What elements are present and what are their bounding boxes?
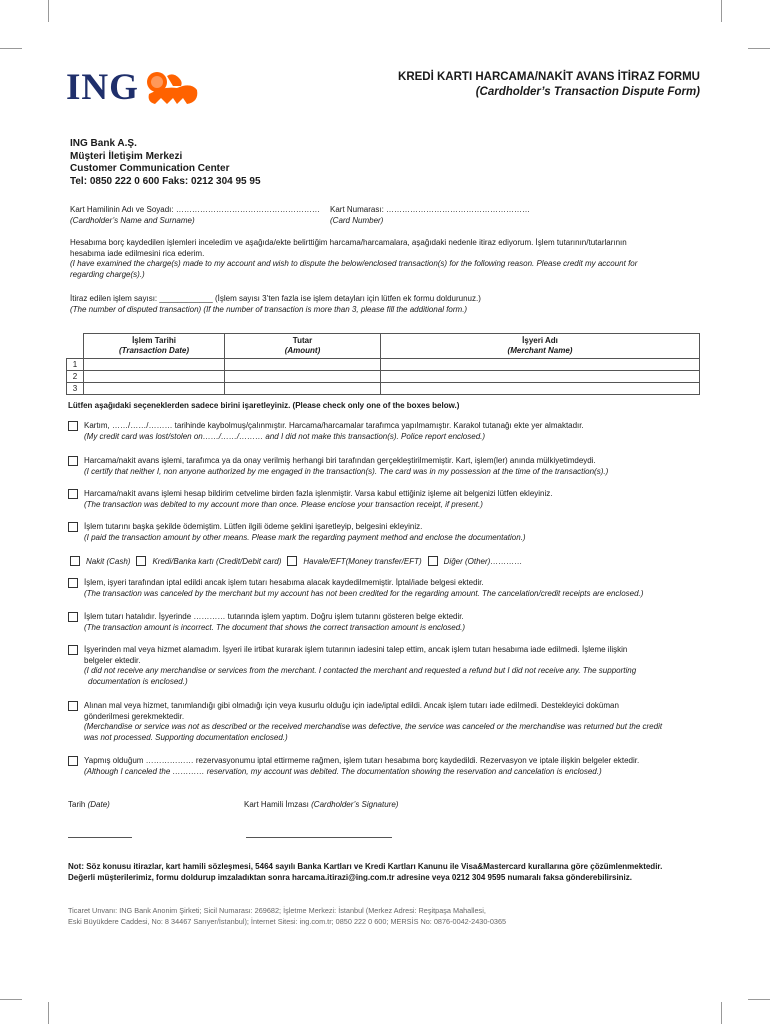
intro-en-1: (I have examined the charge(s) made to my account and wish to dispute the below/enclosed transaction(s) for the following reason. Please credit my account for: [70, 259, 638, 268]
table-row: [67, 359, 700, 371]
merchant-cell[interactable]: [381, 383, 700, 395]
option-not-received[interactable]: İşyerinden mal veya hizmet alamadım. İşyeri ile irtibat kurarak işlem tutarının iadesini talep ettim, ancak işlem tutarı hesabıma iade edilmedi. İşleme ilişkin belgeler ektedir. (I did not receive any merchandise or services from the merchant. I contacted the merchant and requested a refund but I did not receive any. The supporting documentation is enclosed.): [68, 645, 708, 658]
card-number-field[interactable]: [330, 205, 530, 226]
header-amount: Tutar (Amount): [225, 334, 381, 359]
option-not-authorized[interactable]: Harcama/nakit avans işlemi, tarafımca ya da onay verilmiş herhangi biri tarafından gerçekleştirilmemiştir. Kart, işlem(ler) anında mülkiyetimdeydi. (I certify that neither I, non anyone authorized by me engaged in the transaction(s). The card was in my possession at the time of the transaction(s).): [68, 456, 708, 469]
payment-cash[interactable]: Nakit (Cash): [70, 556, 130, 566]
option-reservation-canceled[interactable]: Yapmış olduğum ……………… rezervasyonumu iptal ettirmeme rağmen, işlem tutarı hesabıma borç kaydedildi. Rezervasyon ve iptale ilişkin belgeler ektedir. (Although I canceled the ………… reservation, my account was debited. The documentation showing the reservation and cancelation is enclosed.): [68, 756, 708, 769]
table-row: [67, 383, 700, 395]
crop-mark: [0, 999, 22, 1000]
option-debited-twice[interactable]: Harcama/nakit avans işlemi hesap bildirim cetvelime birden fazla işlenmiştir. Varsa kabul ettiğiniz işleme ait belgenizi lütfen ekleyiniz. (The transaction was debited to my account more than once. Please enclose your transaction receipt, if present.): [68, 489, 708, 502]
checkbox[interactable]: [287, 556, 297, 566]
bank-dept-tr: Müşteri İletişim Merkezi: [70, 150, 183, 162]
table-header-row: [67, 334, 700, 359]
payment-other[interactable]: Diğer (Other)…………: [428, 556, 523, 566]
checkbox[interactable]: [68, 612, 78, 622]
intro-tr-1: Hesabıma borç kaydedilen işlemleri inceledim ve aşağıda/ekte belirttiğim harcama/harcamalara, aşağıdaki nedenle itiraz ediyorum. İşlem tutarının/tutarlarının: [70, 238, 627, 247]
bank-dept-en: Customer Communication Center: [70, 163, 230, 174]
payment-methods: [70, 556, 522, 566]
crop-mark: [748, 48, 770, 49]
header-transaction-date: İşlem Tarihi (Transaction Date): [84, 334, 225, 359]
merchant-cell[interactable]: [381, 359, 700, 371]
checkbox[interactable]: [68, 578, 78, 588]
checkbox[interactable]: [68, 421, 78, 431]
bank-info: [70, 138, 261, 188]
amount-cell[interactable]: [225, 383, 381, 395]
option-lost-stolen[interactable]: Kartım, ……/……/……… tarihinde kaybolmuş/çalınmıştır. Harcama/harcamalar tarafımca yapılmamıştır. Karakol tutanağı ekte yer almaktadır. (My credit card was lost/stolen on……/……/……… and I did not make this transaction(s). Police report enclosed.): [68, 421, 708, 434]
checkbox[interactable]: [68, 489, 78, 499]
merchant-cell[interactable]: [381, 371, 700, 383]
transaction-table: [66, 333, 700, 395]
checkbox[interactable]: [136, 556, 146, 566]
logo-text: ING: [66, 67, 139, 108]
table-row: [67, 371, 700, 383]
intro-tr-2: hesabıma iade edilmesini rica ederim.: [70, 248, 205, 258]
transaction-count[interactable]: [70, 294, 710, 315]
checkbox[interactable]: [70, 556, 80, 566]
count-tr: İtiraz edilen işlem sayısı: ____________ (İşlem sayısı 3’ten fazla ise işlem detayları için lütfen ek formu doldurunuz.): [70, 294, 481, 303]
title-tr: KREDİ KARTI HARCAMA/NAKİT AVANS İTİRAZ FORMU: [398, 71, 700, 83]
signature-line[interactable]: [246, 837, 392, 838]
intro-en-2: regarding charge(s).): [70, 269, 145, 279]
crop-mark: [748, 999, 770, 1000]
date-label: Tarih (Date): [68, 800, 110, 809]
bank-name: ING Bank A.Ş.: [70, 138, 137, 149]
lion-logo-icon: [143, 68, 201, 108]
date-cell[interactable]: [84, 359, 225, 371]
note: Not: Söz konusu itirazlar, kart hamili sözleşmesi, 5464 sayılı Banka Kartları ve Kredi Kartları Kanunu ile Visa&Mastercard kurallarına göre çözümlenmektedir. Değerli müşterilerimiz, formu doldurup imzaladıktan sonra harcama.itirazi@ing.com.tr adresine veya 0212 304 9595 numaralı faksa gönderebilirsiniz.: [68, 862, 663, 882]
date-cell[interactable]: [84, 371, 225, 383]
check-instruction: Lütfen aşağıdaki seçeneklerden sadece birini işaretleyiniz. (Please check only one of the boxes below.): [68, 401, 460, 410]
row-number: 2: [67, 371, 84, 383]
checkbox[interactable]: [68, 756, 78, 766]
footer: Ticaret Unvanı: ING Bank Anonim Şirketi; Sicil Numarası: 269682; İşletme Merkezi: İstanbul (Merkez Adresi: Reşitpaşa Mahallesi, Eski Büyükdere Caddesi, No: 8 34467 Sarıyer/İstanbul); İnternet Sitesi: ing.com.tr; 0850 222 0 600; MERSİS No: 0876-0042-2430-0365: [68, 906, 507, 926]
crop-mark: [721, 0, 722, 22]
option-paid-other-means[interactable]: İşlem tutarını başka şekilde ödemiştim. Lütfen ilgili ödeme şeklini işaretleyip, belgesini ekleyiniz. (I paid the transaction amount by other means. Please mark the regarding payment method and enclose the documentation.): [68, 522, 708, 535]
form-title: [398, 70, 700, 100]
bank-phone: Tel: 0850 222 0 600 Faks: 0212 304 95 95: [70, 175, 261, 187]
card-number-label: Kart Numarası: ………………………………………………: [330, 205, 531, 214]
header-merchant-name: İşyeri Adı (Merchant Name): [381, 334, 700, 359]
card-number-label-en: (Card Number): [330, 215, 384, 225]
date-line[interactable]: [68, 837, 132, 838]
amount-cell[interactable]: [225, 359, 381, 371]
payment-transfer[interactable]: Havale/EFT(Money transfer/EFT): [287, 556, 421, 566]
crop-mark: [721, 1002, 722, 1024]
row-number: 1: [67, 359, 84, 371]
checkbox[interactable]: [68, 645, 78, 655]
date-cell[interactable]: [84, 383, 225, 395]
option-canceled-by-merchant[interactable]: İşlem, işyeri tarafından iptal edildi ancak işlem tutarı hesabıma alacak kaydedilmemiştir. İptal/iade belgesi ektedir. (The transaction was canceled by the merchant but my account has not been credited for the regarding amount. The cancelation/credit receipts are enclosed.): [68, 578, 708, 591]
holder-name-label: Kart Hamilinin Adı ve Soyadı: ………………………………………………: [70, 205, 320, 214]
crop-mark: [48, 1002, 49, 1024]
amount-cell[interactable]: [225, 371, 381, 383]
ing-logo: [66, 66, 201, 109]
payment-card[interactable]: Kredi/Banka kartı (Credit/Debit card): [136, 556, 281, 566]
intro-text: [70, 238, 710, 280]
checkbox[interactable]: [68, 522, 78, 532]
option-not-as-described[interactable]: Alınan mal veya hizmet, tanımlandığı gibi olmadığı için veya kusurlu olduğu için iade/iptal edildi. Ancak işlem tutarı iade edilmedi. Destekleyici doküman gönderilmesi gerekmektedir. (Merchandise or service was not as described or the received merchandise was defective, the service was canceled or the merchandise was returned but the credit was not processed. Supporting documentation enclosed.): [68, 701, 708, 714]
checkbox[interactable]: [68, 701, 78, 711]
table-corner: [67, 334, 84, 359]
checkbox[interactable]: [68, 456, 78, 466]
title-en: (Cardholder’s Transaction Dispute Form): [475, 86, 700, 98]
holder-name-field[interactable]: [70, 205, 320, 226]
count-en: (The number of disputed transaction) (If the number of transaction is more than 3, please fill the additional form.): [70, 304, 468, 314]
option-incorrect-amount[interactable]: İşlem tutarı hatalıdır. İşyerinde ………… tutarında işlem yaptım. Doğru işlem tutarını gösteren belge ektedir. (The transaction amount is incorrect. The document that shows the correct transaction amount is enclosed.): [68, 612, 708, 625]
row-number: 3: [67, 383, 84, 395]
holder-name-label-en: (Cardholder’s Name and Surname): [70, 215, 195, 225]
checkbox[interactable]: [428, 556, 438, 566]
crop-mark: [48, 0, 49, 22]
signature-label: Kart Hamili İmzası (Cardholder’s Signature): [244, 800, 399, 809]
crop-mark: [0, 48, 22, 49]
